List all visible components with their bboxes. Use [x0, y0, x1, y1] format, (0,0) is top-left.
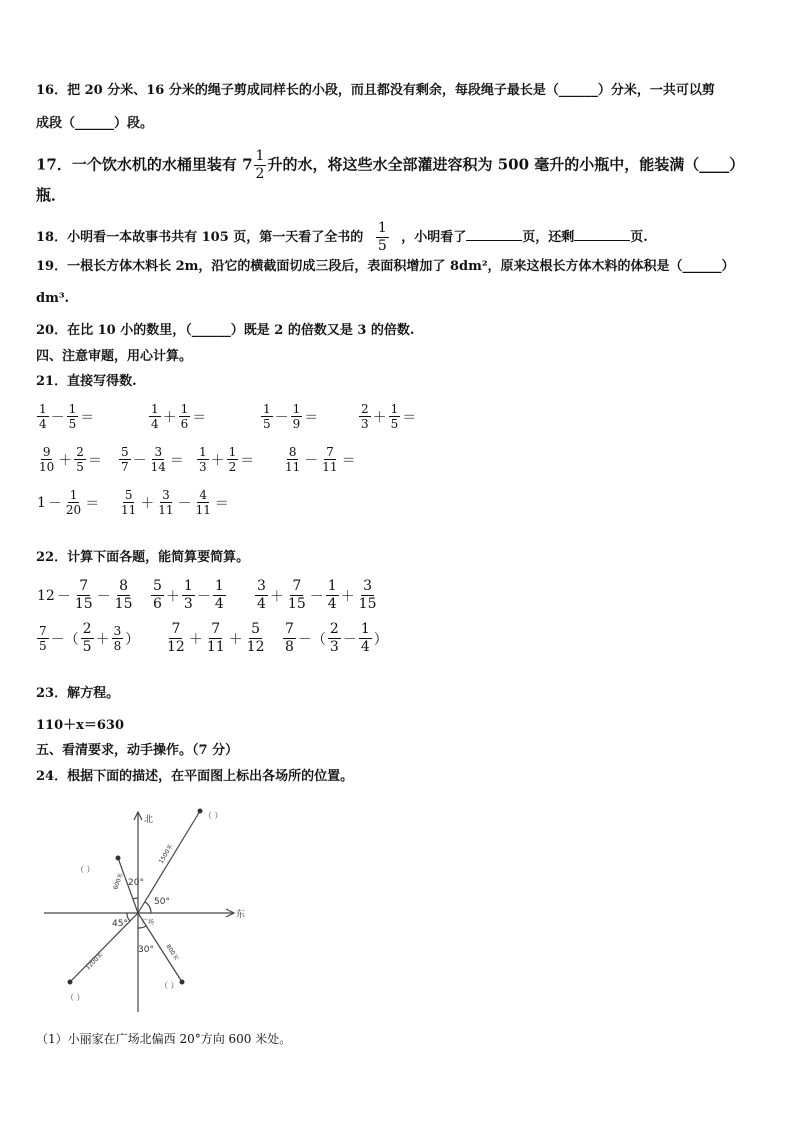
east-label: 东	[236, 910, 246, 920]
frac-num: 5	[124, 488, 133, 502]
frac-num: 3	[113, 624, 122, 638]
frac-den: 4	[151, 417, 159, 431]
operator: －	[96, 588, 111, 605]
q17-pre: 17．一个饮水机的水桶里装有 7	[36, 155, 253, 174]
frac-den: 5	[82, 639, 92, 655]
frac-den: 3	[183, 596, 193, 612]
frac-num: 7	[79, 578, 89, 594]
fraction	[67, 402, 79, 431]
fraction	[283, 621, 296, 656]
frac-num: 1	[214, 578, 224, 594]
frac-num: 3	[363, 578, 373, 594]
q22-expr-1	[36, 578, 135, 613]
q24-direction-diagram	[36, 800, 256, 1015]
frac-den: 12	[246, 639, 265, 655]
operator: －	[196, 588, 211, 605]
operator: ＋	[188, 631, 203, 648]
angle-arc	[133, 898, 138, 899]
distance-label: 600米	[112, 871, 125, 891]
north-label: 北	[144, 815, 154, 825]
operator: －	[132, 452, 147, 469]
fraction	[205, 621, 227, 656]
frac-num: 3	[154, 445, 163, 459]
frac-num: 1	[360, 621, 370, 637]
distance-label: 1500米	[157, 843, 175, 866]
operator: ＋	[140, 495, 155, 512]
frac-den: 14	[150, 460, 166, 474]
frac-den: 15	[287, 596, 306, 612]
frac-num: 7	[171, 621, 181, 637]
fraction	[359, 621, 372, 656]
frac-num: 1	[39, 402, 47, 416]
frac-num: 5	[121, 445, 129, 459]
operator: ＋	[210, 452, 225, 469]
frac-den: 4	[360, 639, 370, 655]
equals: ＝	[304, 409, 319, 426]
distance-label: 800米	[164, 943, 180, 962]
point-marker	[198, 809, 203, 814]
frac-num: 1	[255, 148, 265, 164]
frac-num: 1	[180, 402, 189, 416]
frac-den: 8	[285, 639, 294, 655]
equals: ＝	[169, 452, 184, 469]
operator: ＋	[228, 631, 243, 648]
fraction	[182, 578, 195, 613]
frac-den: 15	[358, 596, 377, 612]
fraction	[255, 578, 268, 613]
q18-mid2: 页，还剩	[522, 230, 575, 245]
fraction	[74, 445, 86, 474]
frac-den: 11	[322, 460, 338, 474]
fraction	[112, 624, 124, 653]
q18-pre: 18．小明看一本故事书共有 105 页，第一天看了全书的	[36, 230, 364, 245]
q17-line2: 瓶．	[36, 186, 67, 204]
q19-line1: 19．一根长方体木料长 2m，沿它的横截面切成三段后，表面积增加了 8dm²，原来这根长方体木料的体积是（______）	[36, 259, 735, 274]
fraction	[194, 488, 213, 517]
fraction	[37, 624, 49, 653]
answer-blank[interactable]: （ ）	[204, 811, 223, 820]
fraction	[326, 578, 339, 613]
angle-label: 50°	[154, 897, 170, 907]
q24-sub1: （1）小丽家在广场北偏西 20°方向 600 米处。	[36, 1032, 292, 1046]
q22-expr-2	[150, 578, 227, 613]
frac-num: 8	[119, 578, 129, 594]
frac-den: 11	[206, 639, 225, 655]
q24-title: 24．根据下面的描述，在平面图上标出各场所的位置。	[36, 769, 354, 784]
fraction	[64, 488, 83, 517]
fraction	[291, 402, 303, 431]
q22-title: 22．计算下面各题，能简算要简算。	[36, 550, 250, 565]
frac-num: 2	[76, 445, 84, 459]
fraction	[213, 578, 226, 613]
q22-expr-6	[282, 621, 389, 656]
q21-expr	[36, 445, 103, 474]
frac-num: 3	[162, 488, 170, 502]
q21-expr	[148, 402, 207, 431]
answer-blank[interactable]	[466, 240, 522, 241]
operator: －	[56, 588, 71, 605]
point-marker	[116, 856, 121, 861]
frac-den: 3	[361, 417, 369, 431]
frac-num: 1	[199, 445, 207, 459]
whole-number: 12	[37, 587, 55, 604]
operator: ＋	[340, 588, 355, 605]
q21-expr	[358, 402, 417, 431]
q20-line: 20．在比 10 小的数里，（______）既是 2 的倍数又是 3 的倍数.	[36, 323, 415, 338]
frac-den: 3	[329, 639, 339, 655]
frac-den: 5	[39, 639, 47, 653]
fraction	[37, 402, 49, 431]
answer-blank[interactable]: （ ）	[76, 865, 95, 874]
distance-label: 1200米	[84, 951, 105, 972]
fraction	[389, 402, 401, 431]
q21-expr	[282, 445, 357, 474]
q22-expr-3	[254, 578, 380, 613]
fraction	[197, 445, 209, 474]
answer-blank[interactable]: （ ）	[66, 993, 85, 1002]
frac-num: 2	[82, 621, 92, 637]
frac-den: 8	[113, 639, 122, 653]
q21-expr	[118, 445, 185, 474]
q21-expr	[118, 488, 230, 517]
equals: ＝	[80, 409, 95, 426]
frac-den: 2	[255, 166, 265, 182]
q21-title: 21．直接写得数.	[36, 374, 137, 389]
fraction	[37, 445, 56, 474]
angle-label: 30°	[138, 945, 154, 955]
operator: －（	[50, 631, 79, 648]
frac-den: 5	[377, 238, 387, 254]
q19-line2: dm³.	[36, 291, 70, 306]
frac-num: 1	[69, 488, 78, 502]
fraction	[357, 578, 379, 613]
fraction	[286, 578, 308, 613]
operator: ＋	[162, 409, 177, 426]
fraction	[149, 402, 161, 431]
operator: －	[47, 495, 62, 512]
operator: －	[50, 409, 65, 426]
fraction	[245, 621, 267, 656]
fraction	[149, 445, 168, 474]
frac-num: 1	[183, 578, 193, 594]
section-4-title: 四、注意审题，用心计算。	[36, 349, 193, 364]
fraction	[328, 621, 341, 656]
operator: ＋	[372, 409, 387, 426]
frac-num: 1	[263, 402, 271, 416]
fraction	[179, 402, 191, 431]
frac-num: 2	[329, 621, 339, 637]
frac-den: 12	[167, 639, 185, 655]
fraction	[320, 445, 339, 474]
frac-den: 4	[214, 596, 224, 612]
frac-num: 1	[292, 402, 301, 416]
angle-arc	[138, 926, 146, 928]
frac-den: 11	[195, 503, 211, 517]
frac-num: 7	[292, 578, 302, 594]
equals: ＝	[87, 452, 102, 469]
fraction	[359, 402, 371, 431]
operator: －	[274, 409, 289, 426]
fraction	[165, 621, 187, 656]
angle-arc	[145, 902, 151, 913]
frac-den: 11	[158, 503, 174, 517]
fraction	[119, 445, 131, 474]
fraction	[156, 488, 175, 517]
frac-num: 1	[228, 445, 237, 459]
frac-num: 8	[288, 445, 297, 459]
q17-fraction	[254, 148, 267, 183]
q18-post: 页.	[630, 230, 648, 245]
frac-num: 3	[257, 578, 266, 594]
operator: －（	[297, 631, 326, 648]
fraction	[113, 578, 135, 613]
frac-num: 7	[326, 445, 334, 459]
frac-den: 11	[121, 503, 137, 517]
operator: －	[309, 588, 324, 605]
frac-den: 4	[327, 596, 337, 612]
frac-den: 20	[65, 503, 82, 517]
q16-line2: 成段（______）段。	[36, 116, 154, 131]
operator: －	[177, 495, 192, 512]
fraction	[151, 578, 164, 613]
angle-label: 20°	[128, 878, 144, 888]
frac-den: 5	[390, 417, 399, 431]
frac-den: 6	[153, 596, 162, 612]
fraction	[261, 402, 273, 431]
operator: ＋	[165, 588, 180, 605]
frac-den: 5	[76, 460, 84, 474]
frac-num: 7	[39, 624, 47, 638]
q16-line1: 16．把 20 分米、16 分米的绳子剪成同样长的小段，而且都没有剩余，每段绳子最长是（______）分米，一共可以剪	[36, 83, 715, 98]
q18-mid1: ，小明看了	[401, 230, 467, 245]
center-label: 广场	[142, 919, 155, 926]
frac-num: 9	[42, 445, 51, 459]
frac-num: 7	[211, 621, 221, 637]
operator: ＋	[58, 452, 73, 469]
frac-den: 4	[257, 596, 266, 612]
close-paren: ）	[125, 631, 140, 648]
equals: ＝	[341, 452, 356, 469]
point-marker	[68, 980, 73, 985]
operator: ＋	[95, 631, 110, 648]
q18-fraction	[376, 220, 389, 255]
answer-blank[interactable]	[574, 240, 630, 241]
frac-num: 2	[361, 402, 369, 416]
q23-equation: 110＋x＝630	[36, 718, 125, 733]
fraction	[81, 621, 94, 656]
q22-expr-5	[164, 621, 267, 656]
frac-den: 7	[121, 460, 129, 474]
q17-line1	[36, 148, 744, 183]
q21-expr	[36, 402, 95, 431]
q17-post: 升的水，将这些水全部灌进容积为 500 毫升的小瓶中，能装满（____）	[267, 155, 745, 174]
frac-den: 15	[114, 596, 133, 612]
q21-expr	[36, 488, 100, 517]
equals: ＝	[192, 409, 207, 426]
frac-num: 5	[251, 621, 261, 637]
angle-label: 45°	[112, 919, 128, 929]
frac-den: 10	[39, 460, 55, 474]
frac-den: 11	[285, 460, 301, 474]
frac-num: 1	[327, 578, 337, 594]
q21-expr	[260, 402, 319, 431]
equals: ＝	[85, 495, 100, 512]
equals: ＝	[402, 409, 417, 426]
q23-title: 23．解方程。	[36, 686, 120, 701]
equals: ＝	[240, 452, 255, 469]
operator: －	[342, 631, 357, 648]
fraction	[283, 445, 302, 474]
operator: －	[304, 452, 319, 469]
frac-den: 9	[292, 417, 301, 431]
whole-number: 1	[37, 494, 46, 511]
frac-num: 7	[285, 621, 294, 637]
equals: ＝	[214, 495, 229, 512]
fraction	[73, 578, 95, 613]
frac-num: 1	[377, 220, 387, 236]
frac-den: 6	[180, 417, 189, 431]
q22-expr-4	[36, 621, 140, 656]
q18-line	[36, 220, 648, 255]
point-marker	[180, 980, 185, 985]
frac-num: 1	[151, 402, 159, 416]
fraction	[227, 445, 239, 474]
frac-num: 4	[199, 488, 208, 502]
frac-den: 5	[68, 417, 77, 431]
section-5-title: 五、看清要求，动手操作。（7 分）	[36, 743, 239, 758]
close-paren: ）	[373, 631, 388, 648]
frac-den: 3	[199, 460, 207, 474]
answer-blank[interactable]: （ ）	[160, 981, 179, 990]
frac-num: 1	[68, 402, 77, 416]
frac-num: 1	[390, 402, 399, 416]
fraction	[119, 488, 138, 517]
frac-num: 5	[153, 578, 162, 594]
q21-expr	[196, 445, 255, 474]
frac-den: 2	[228, 460, 237, 474]
frac-den: 4	[39, 417, 47, 431]
frac-den: 15	[74, 596, 93, 612]
operator: ＋	[269, 588, 284, 605]
frac-den: 5	[263, 417, 271, 431]
